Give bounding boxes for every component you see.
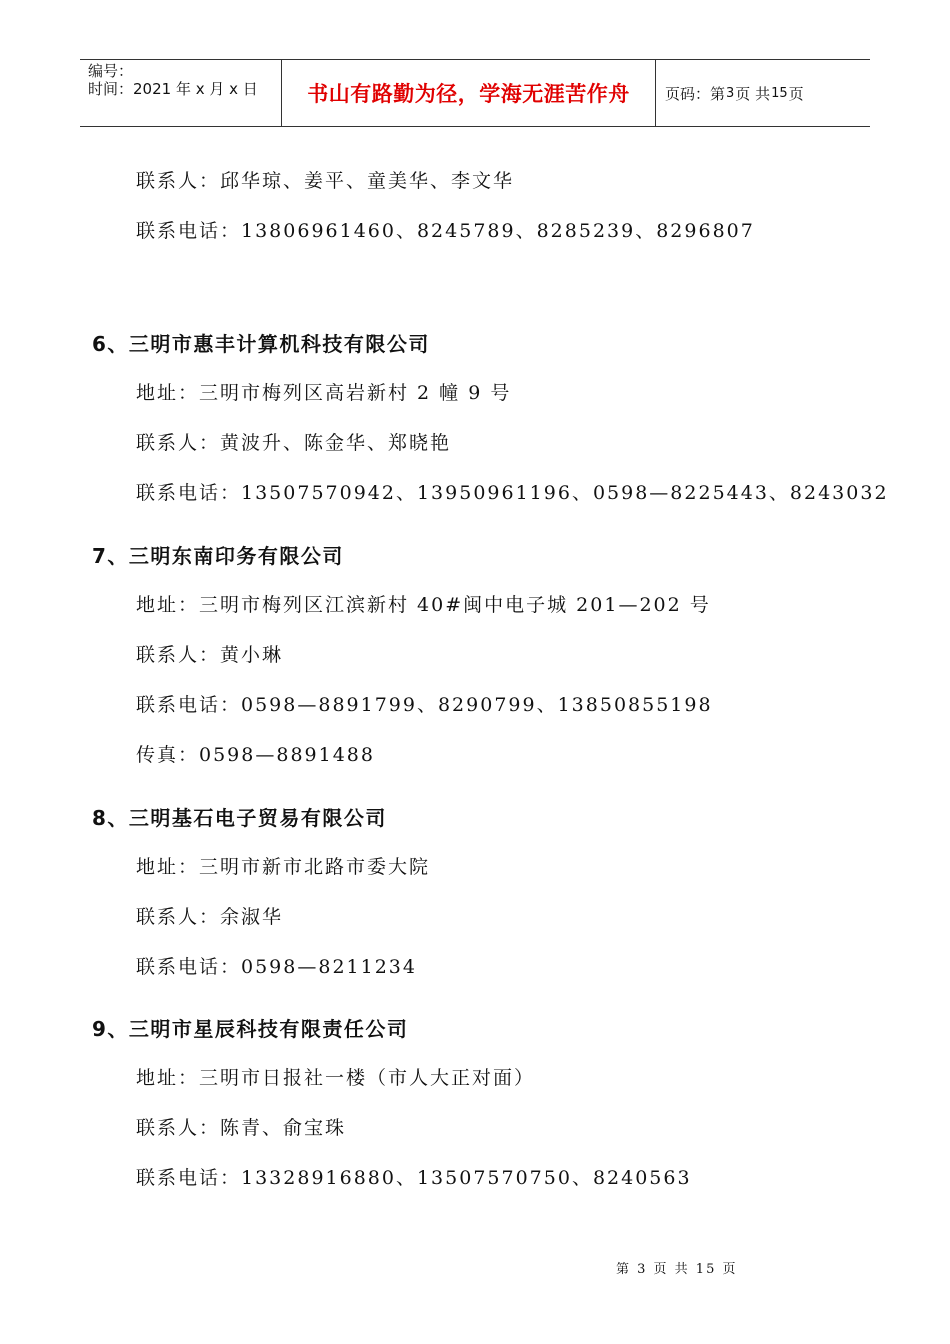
page-suffix: 页 [788, 84, 804, 103]
number-label: 编号： [88, 62, 134, 80]
entry-9-contacts: 联系人：陈青、俞宝珠 [136, 1117, 347, 1139]
entry-8-phones: 联系电话：0598—8211234 [136, 956, 417, 978]
page-current: 3 [726, 85, 735, 101]
page-prefix: 页码：第 [665, 84, 726, 103]
header-motto: 书山有路勤为径，学海无涯苦作舟 [282, 60, 656, 126]
entry-7-phones: 联系电话：0598—8891799、8290799、13850855198 [136, 694, 713, 716]
entry-9-phones: 联系电话：13328916880、13507570750、8240563 [136, 1167, 692, 1189]
entry-7-address: 地址：三明市梅列区江滨新村 40#闽中电子城 201—202 号 [136, 594, 711, 616]
prev-phones: 联系电话：13806961460、8245789、8285239、8296807 [136, 220, 755, 242]
entry-6-address: 地址：三明市梅列区高岩新村 2 幢 9 号 [136, 382, 512, 404]
prev-contacts: 联系人：邱华琼、姜平、童美华、李文华 [136, 170, 515, 192]
entry-7-contacts: 联系人：黄小琳 [136, 644, 284, 666]
entry-6-phones: 联系电话：13507570942、13950961196、0598—8225443、8243032 [136, 482, 889, 504]
page-header [80, 59, 870, 127]
entry-9-address: 地址：三明市日报社一楼（市人大正对面） [136, 1067, 536, 1089]
page-footer: 第 3 页 共 15 页 [616, 1262, 738, 1277]
header-page-info [656, 60, 870, 126]
entry-7-fax: 传真：0598—8891488 [136, 744, 375, 766]
entry-9-title: 9、三明市星辰科技有限责任公司 [92, 1017, 409, 1041]
entry-8-address: 地址：三明市新市北路市委大院 [136, 856, 431, 878]
entry-8-title: 8、三明基石电子贸易有限公司 [92, 806, 387, 830]
entry-8-contacts: 联系人：余淑华 [136, 906, 284, 928]
header-meta [80, 60, 282, 126]
page-total: 15 [771, 85, 788, 101]
entry-6-title: 6、三明市惠丰计算机科技有限公司 [92, 332, 430, 356]
entry-6-contacts: 联系人：黄波升、陈金华、郑晓艳 [136, 432, 452, 454]
page-mid: 页 共 [735, 84, 771, 103]
entry-7-title: 7、三明东南印务有限公司 [92, 544, 344, 568]
time-label: 时间：2021 年 x 月 x 日 [88, 80, 258, 98]
